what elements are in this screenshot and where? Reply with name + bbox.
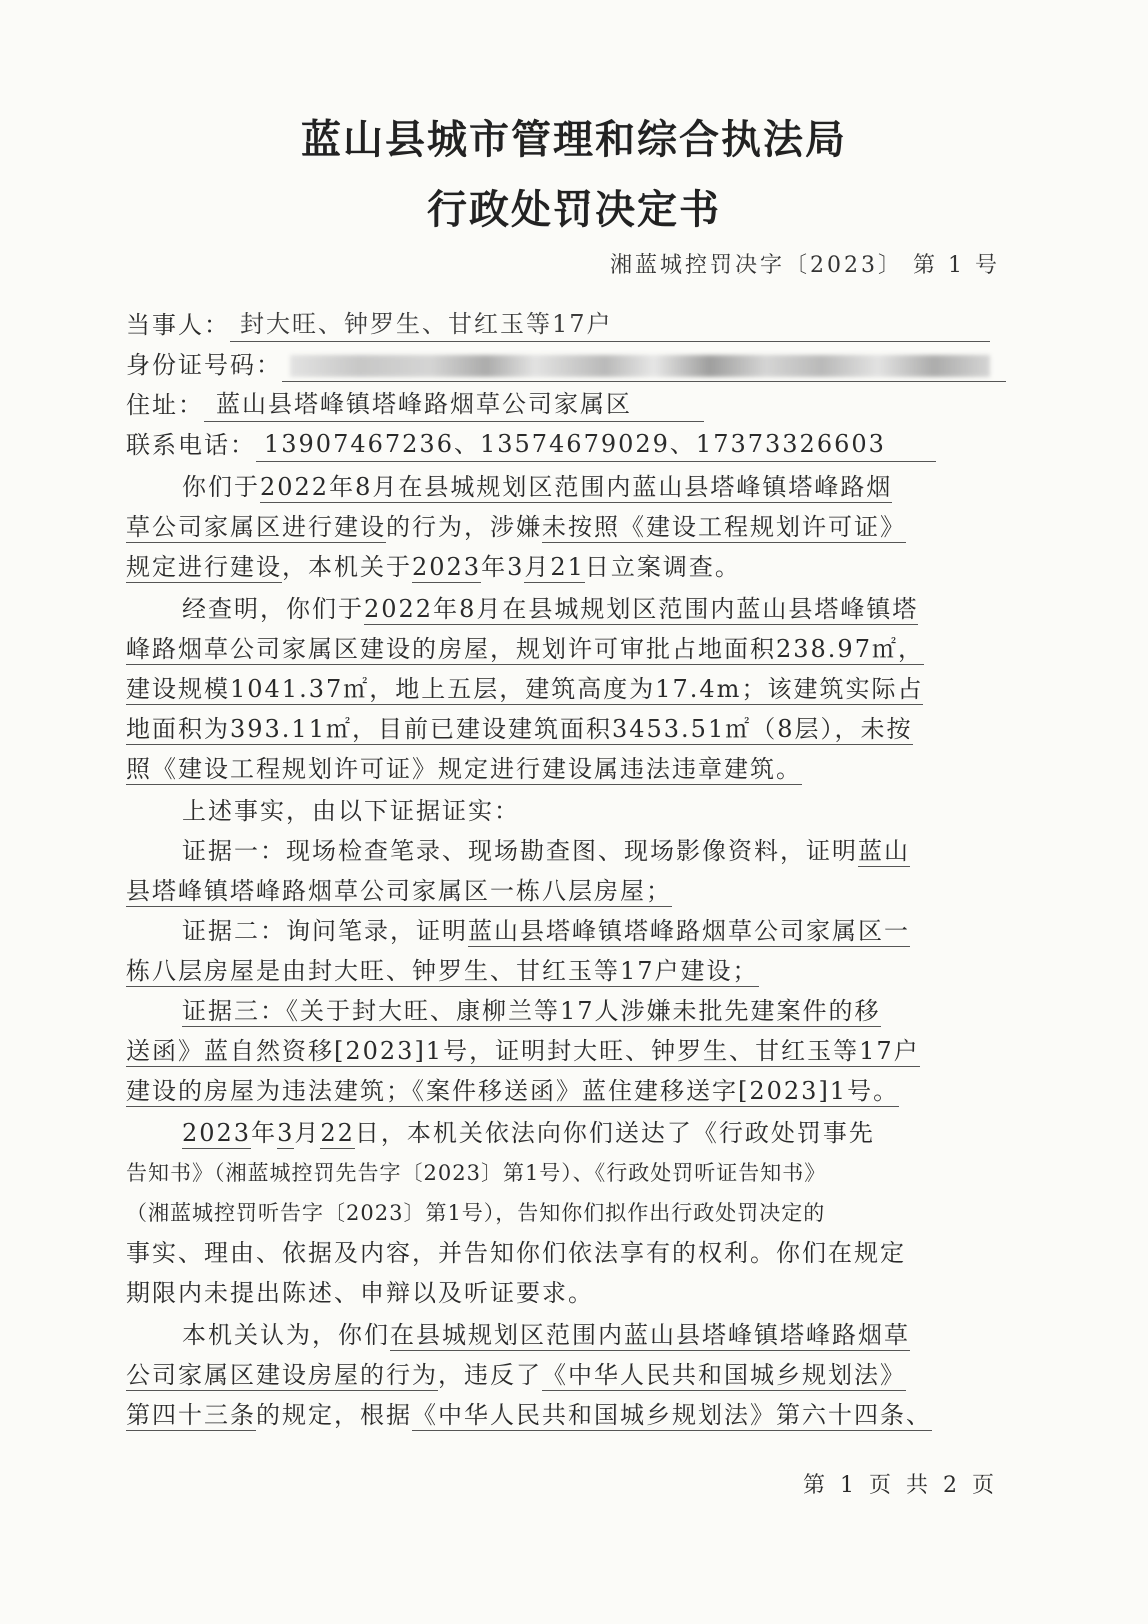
para5-line1 [126,1318,1082,1352]
text: 日，本机关依法向你们送达了《行政处罚事先 [354,1119,875,1147]
evidence2-line2 [126,954,1026,988]
para3-line1 [126,794,1082,828]
text: 《中华人民共和国城乡规划法》第六十四条、 [412,1401,932,1429]
para2-line4 [126,712,1026,746]
text: 事实、理由、依据及内容，并告知你们依法享有的权利。你们在规定 [126,1239,906,1267]
page-number: 第 1 页 共 2 页 [803,1473,998,1498]
document-number: 湘蓝城控罚决字〔2023〕 第 1 号 [610,253,1000,278]
evidence1-line2 [126,874,1026,908]
text: 未按照《建设工程规划许可证》 [542,513,906,541]
text: 栋八层房屋是由封大旺、钟罗生、甘红玉等17户建设； [126,957,759,985]
phone-line [126,428,1026,462]
document-title: 行政处罚决定书 [427,187,721,233]
id-line [126,348,1026,382]
evidence3-line3 [126,1074,1026,1108]
text: 日立案调查。 [584,553,741,581]
party-line [126,308,1026,342]
party-label: 当事人： [126,311,230,339]
text: 证据三：《关于封大旺、康柳兰等17人涉嫌未批先建案件的移 [182,997,881,1025]
evidence2-line1 [126,914,1082,948]
para2-line1 [126,592,1082,626]
text: 第四十三条 [126,1401,256,1429]
para1-line2 [126,510,1026,544]
text: 经查明，你们于 [182,595,364,623]
text: 公司家属区建设房屋的行为 [126,1361,438,1389]
text: 2022年8月在县城规划区范围内蓝山县塔峰镇塔峰路烟 [260,473,893,501]
evidence3-line1 [126,994,1082,1028]
text: 2022年8月在县城规划区范围内蓝山县塔峰镇塔 [364,595,919,623]
text: 规定进行建设 [126,553,282,581]
para4-line4 [126,1236,1026,1270]
text: （湘蓝城控罚听告字〔2023〕第1号），告知你们拟作出行政处罚决定的 [126,1201,826,1225]
text: 本机关认为，你们 [182,1321,390,1349]
text: 蓝山县塔峰镇塔峰路烟草公司家属区一 [468,917,910,945]
phone-value: 13907467236、13574679029、17373326603 [264,430,886,458]
evidence3-line2 [126,1034,1026,1068]
text: ，本机关于 [282,553,412,581]
text: 21 [550,553,585,581]
para5-line2 [126,1358,1026,1392]
text: 照《建设工程规划许可证》规定进行建设属违法违章建筑。 [126,755,802,783]
party-value: 封大旺、钟罗生、甘红玉等17户 [240,310,613,338]
phone-label: 联系电话： [126,431,256,459]
para2-line5 [126,752,1026,786]
text: ，违反了 [438,1361,542,1389]
para1-line1 [126,470,1082,504]
text: 蓝山 [858,837,910,865]
text: 上述事实，由以下证据证实： [182,797,520,825]
text: 2023 [412,553,482,581]
text: 的规定，根据 [256,1401,412,1429]
id-redacted [290,355,990,377]
text: 期限内未提出陈述、申辩以及听证要求。 [126,1279,594,1307]
para5-line3 [126,1398,1026,1432]
text: 建设的房屋为违法建筑；《案件移送函》蓝住建移送字[2023]1号。 [126,1077,900,1105]
address-value: 蓝山县塔峰镇塔峰路烟草公司家属区 [216,390,632,418]
text: 建设规模1041.37㎡，地上五层，建筑高度为17.4m；该建筑实际占 [126,675,924,703]
text: 年3 [481,553,525,581]
text: 月 [524,553,551,581]
para4-line2 [126,1156,1026,1190]
evidence1-line1 [126,834,1082,868]
agency-title: 蓝山县城市管理和综合执法局 [301,117,847,163]
para4-line1 [126,1116,1082,1150]
id-label: 身份证号码： [126,351,282,379]
text: 草公司家属区进行建设 [126,513,386,541]
text: 22 [320,1119,355,1147]
para1-line3 [126,550,1026,584]
address-line [126,388,1026,422]
text: 3 [277,1119,295,1147]
text: 证据一：现场检查笔录、现场勘查图、现场影像资料，证明 [182,837,858,865]
text: 你们于 [182,473,260,501]
text: 地面积为393.11㎡，目前已建设建筑面积3453.51㎡（8层），未按 [126,715,913,743]
para4-line5 [126,1276,1026,1310]
text: 2023 [182,1119,252,1147]
text: 送函》蓝自然资移[2023]1号，证明封大旺、钟罗生、甘红玉等17户 [126,1037,920,1065]
para2-line2 [126,632,1026,666]
text: 年 [251,1119,278,1147]
para2-line3 [126,672,1026,706]
text: 证据二：询问笔录，证明 [182,917,468,945]
text: 月 [294,1119,321,1147]
text: 在县城规划区范围内蓝山县塔峰镇塔峰路烟草 [390,1321,910,1349]
text: 告知书》（湘蓝城控罚先告字〔2023〕第1号）、《行政处罚听证告知书》 [126,1161,827,1185]
text: 的行为，涉嫌 [386,513,542,541]
text: 县塔峰镇塔峰路烟草公司家属区一栋八层房屋； [126,877,672,905]
text: 《中华人民共和国城乡规划法》 [542,1361,906,1389]
text: 峰路烟草公司家属区建设的房屋，规划许可审批占地面积238.97㎡， [126,635,924,663]
address-label: 住址： [126,391,204,419]
para4-line3 [126,1196,1026,1230]
